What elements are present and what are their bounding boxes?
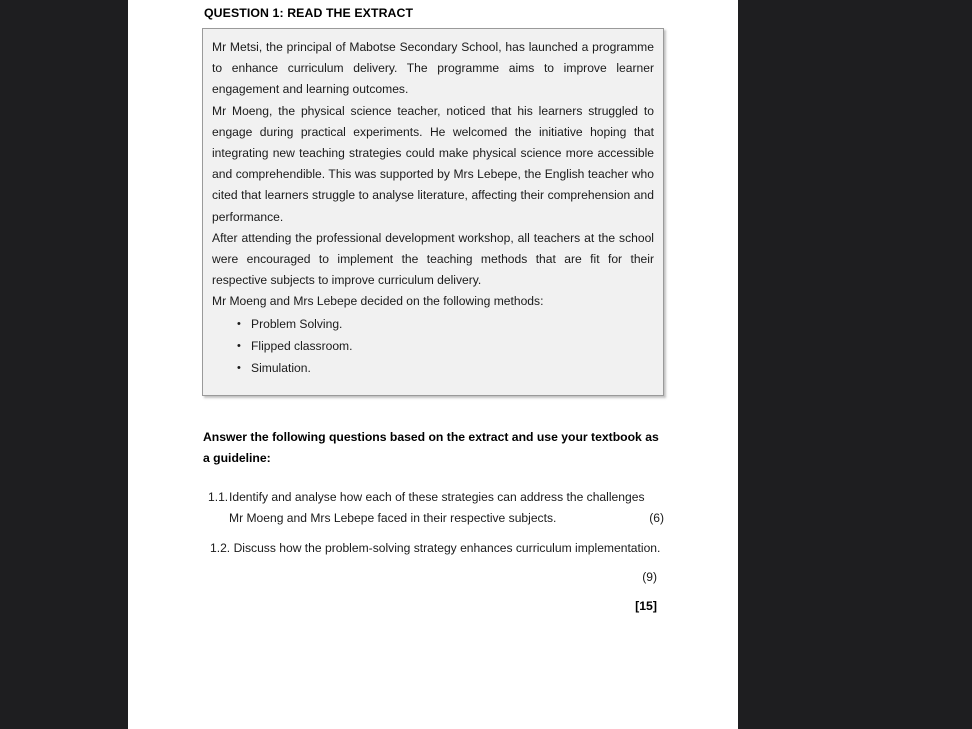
extract-box <box>202 28 664 396</box>
methods-lead-in: Mr Moeng and Mrs Lebepe decided on the following methods: <box>212 294 544 309</box>
question-1-1-text: Identify and analyse how each of these strategies can address the challenges <box>229 489 645 504</box>
question-1-2-mark: (9) <box>642 570 657 585</box>
question-1-1-continuation <box>208 508 666 530</box>
extract-paragraph-1: Mr Metsi, the principal of Mabotse Secondary School, has launched a programme to enhance curriculum delivery. The programme aims to improve learner engagement and learning outcomes. <box>212 40 654 97</box>
methods-list <box>212 313 654 379</box>
question-1-1-number: 1.1. <box>208 489 229 504</box>
document-content <box>202 0 672 617</box>
extract-paragraph-3: After attending the professional development workshop, all teachers at the school were encouraged to implement the teaching methods that are fit for their respective subjects to improve curriculum delivery. <box>212 230 654 288</box>
list-item: • Flipped classroom. <box>212 335 654 357</box>
list-item: • Problem Solving. <box>212 313 654 335</box>
question-1-1-mark: (6) <box>649 511 664 526</box>
question-1-1-text-continued: Mr Moeng and Mrs Lebepe faced in their respective subjects. <box>229 511 557 526</box>
question-block <box>202 469 666 618</box>
question-1-2 <box>208 530 666 560</box>
document-page <box>128 0 738 729</box>
question-1-1 <box>208 487 666 509</box>
answer-instruction: Answer the following questions based on the extract and use your textbook as a guideline: <box>203 429 659 465</box>
page-title: QUESTION 1: READ THE EXTRACT <box>204 6 414 20</box>
extract-paragraph-2: Mr Moeng, the physical science teacher, noticed that his learners struggled to engage during practical experiments. He welcomed the initiative hoping that integrating new teaching strategies could make physical science more accessible and comprehendible. This was supported by Mrs Lebepe, the English teacher who cited that learners struggle to analyse literature, affecting their comprehension and performance. <box>212 103 654 224</box>
total-mark: [15] <box>635 599 657 614</box>
list-item: • Simulation. <box>212 357 654 379</box>
question-1-2-number: 1.2. <box>210 540 231 555</box>
question-1-2-text: Discuss how the problem-solving strategy enhances curriculum implementation. <box>233 540 661 555</box>
